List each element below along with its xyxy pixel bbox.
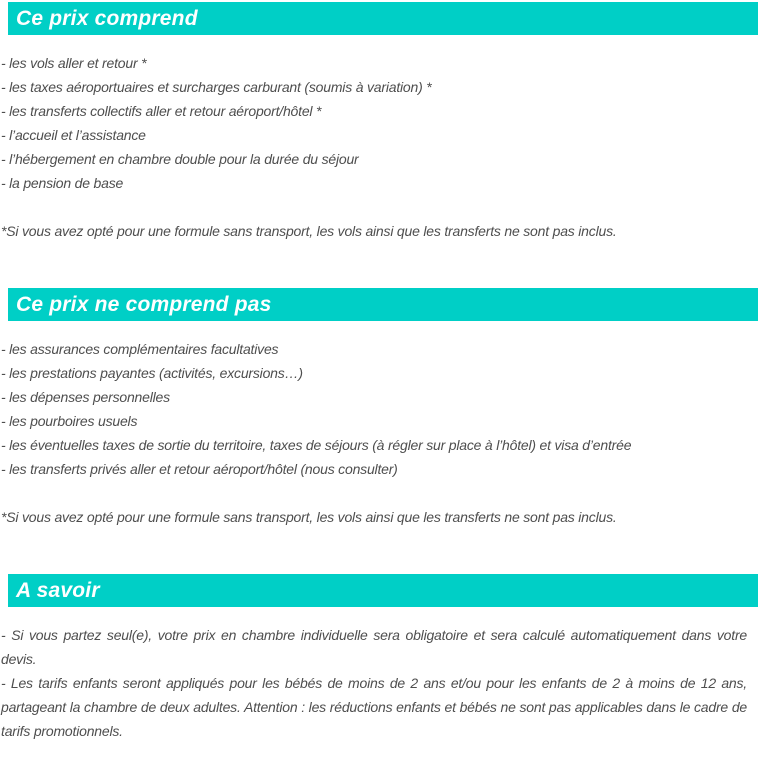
section-ce-prix-comprend (0, 2, 758, 288)
included-item: - les taxes aéroportuaires et surcharges carburant (soumis à variation) * (1, 79, 432, 95)
section-a-savoir (0, 574, 758, 761)
included-list (1, 51, 747, 288)
notes-text (1, 623, 747, 761)
excluded-list (1, 337, 747, 574)
section-header-bar (8, 574, 758, 607)
excluded-item: - les éventuelles taxes de sortie du territoire, taxes de séjours (à régler sur place à l’hôtel) et visa d’entrée (1, 437, 632, 453)
included-item: - les transferts collectifs aller et retour aéroport/hôtel * (1, 103, 322, 119)
section-header-bar (8, 288, 758, 321)
excluded-item: - les assurances complémentaires facultatives (1, 341, 279, 357)
note-paragraph: - Si vous partez seul(e), votre prix en chambre individuelle sera obligatoire et sera calculé automatiquement dans votre devis. (1, 627, 747, 667)
section-title: Ce prix ne comprend pas (16, 293, 272, 316)
included-item: - les vols aller et retour * (1, 55, 147, 71)
section-title: Ce prix comprend (16, 7, 198, 30)
section-ce-prix-ne-comprend-pas (0, 288, 758, 574)
note-paragraph: - Les tarifs enfants seront appliqués pour les bébés de moins de 2 ans et/ou pour les enfants de 2 à moins de 12 ans, partageant la chambre de deux adultes. Attention : les réductions enfants et bébés ne sont pas applicables dans le cadre de tarifs promotionnels. (1, 675, 747, 739)
included-item: - la pension de base (1, 175, 124, 191)
excluded-item: - les transferts privés aller et retour aéroport/hôtel (nous consulter) (1, 461, 398, 477)
excluded-item: - les pourboires usuels (1, 413, 138, 429)
included-item: - l’accueil et l’assistance (1, 127, 146, 143)
excluded-item: - les dépenses personnelles (1, 389, 170, 405)
excluded-item: - les prestations payantes (activités, excursions…) (1, 365, 303, 381)
footnote: *Si vous avez opté pour une formule sans transport, les vols ainsi que les transferts ne sont pas inclus. (1, 223, 617, 239)
footnote: *Si vous avez opté pour une formule sans transport, les vols ainsi que les transferts ne sont pas inclus. (1, 509, 617, 525)
section-title: A savoir (16, 579, 100, 602)
section-header-bar (8, 2, 758, 35)
included-item: - l’hébergement en chambre double pour la durée du séjour (1, 151, 359, 167)
